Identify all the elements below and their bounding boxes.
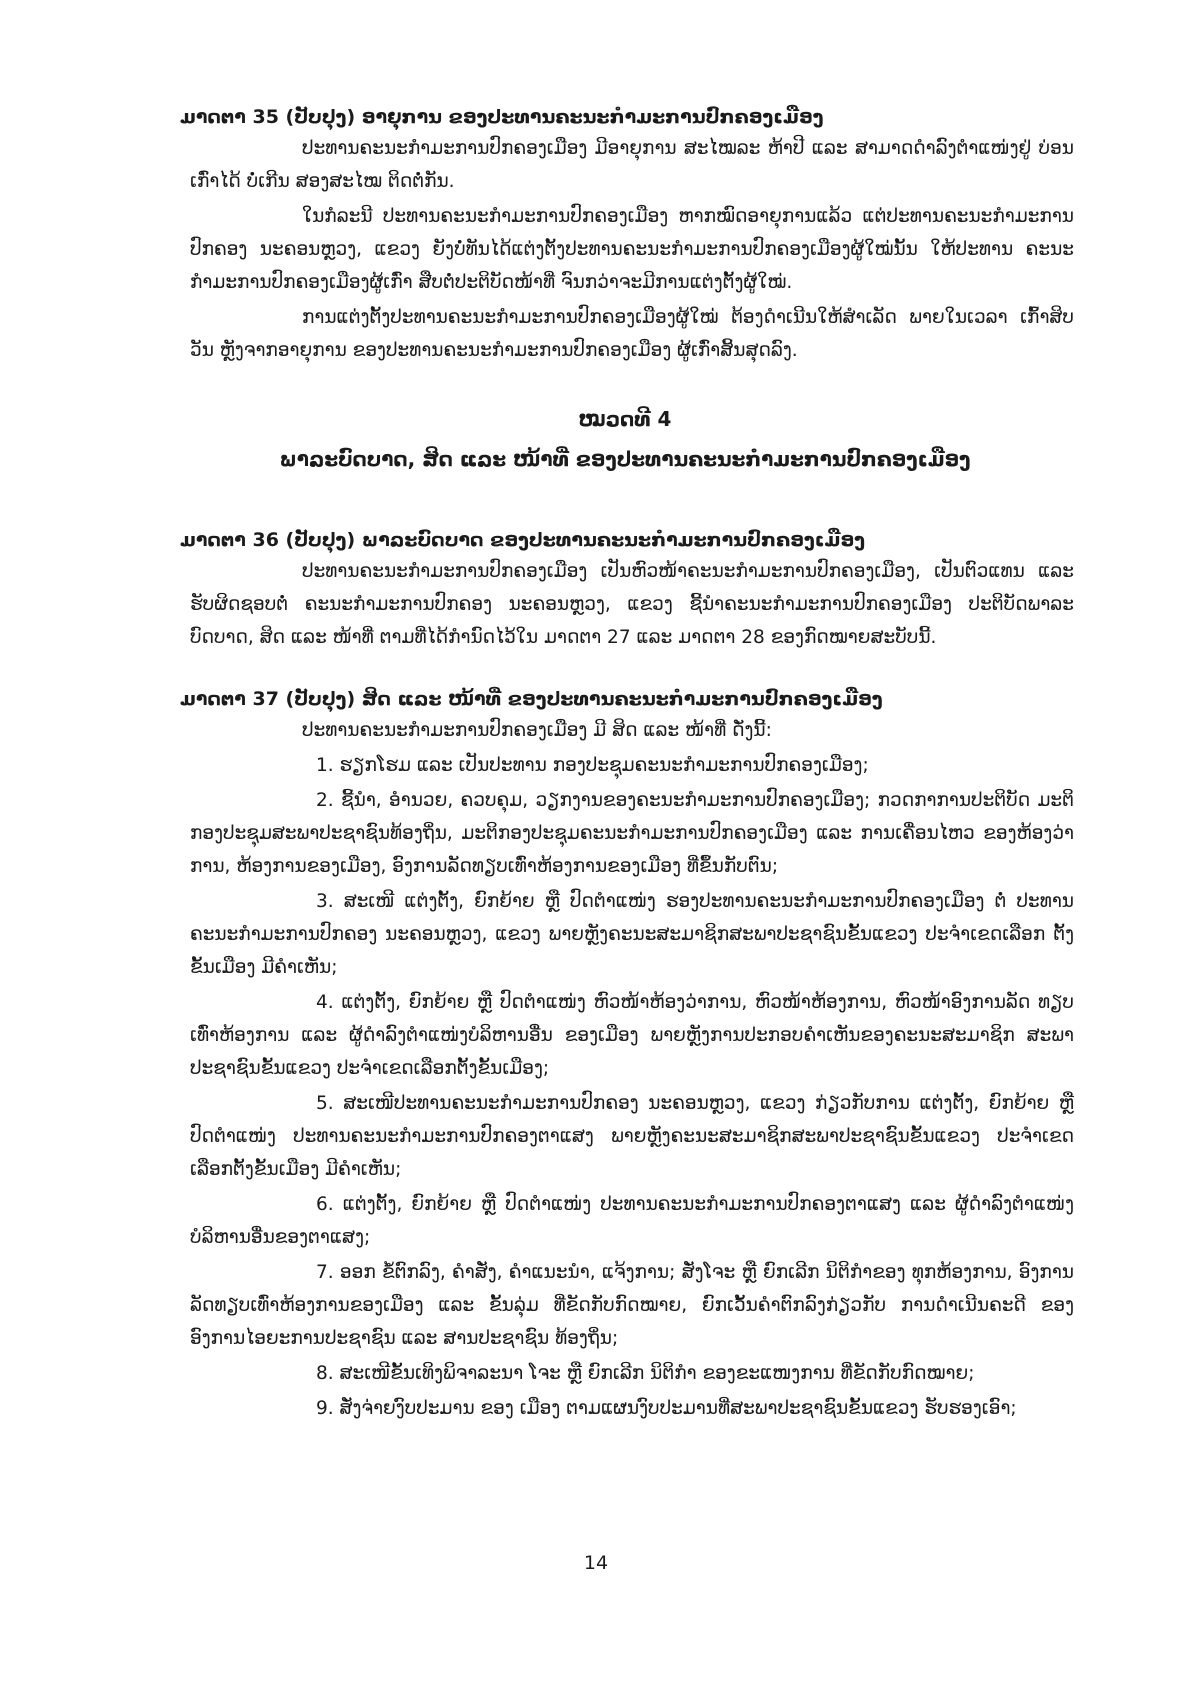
article-title: ມາດຕາ 37 (ປັບປຸງ) ສິດ ແລະ ໜ້າທີ່ ຂອງປະທານຄະນະກຳມະການປົກຄອງເມືອງ bbox=[180, 688, 883, 710]
list-item: 9. ສັ່ງຈ່າຍງົບປະມານ ຂອງ ເມືອງ ຕາມແຜນງົບປະມານທີ່ສະພາປະຊາຊົນຂັ້ນແຂວງ ຮັບຮອງເອົາ; bbox=[316, 1398, 1017, 1419]
paragraph: ການແຕ່ງຕັ້ງປະທານຄະນະກຳມະການປົກຄອງເມືອງຜູ້ໃໝ່ ຕ້ອງດຳເນີນໃຫ້ສຳເລັດ ພາຍໃນເວລາ ເກົ້າສິບວັນ ຫຼັງຈາກອາຍຸການ ຂອງປະທານຄະນະກຳມະການປົກຄອງເມືອງ ຜູ້ເກົ່າສິ້ນສຸດລົງ. bbox=[190, 307, 1074, 361]
paragraph: ປະທານຄະນະກຳມະການປົກຄອງເມືອງ ມີອາຍຸການ ສະໄໝລະ ຫ້າປີ ແລະ ສາມາດດຳລົງຕຳແໜ່ງຢູ່ ບ່ອນເກົ່າໄດ້ ບໍ່ເກີນ ສອງສະໄໝ ຕິດຕໍ່ກັນ. bbox=[190, 138, 1074, 192]
paragraph: ປະທານຄະນະກຳມະການປົກຄອງເມືອງ ມີ ສິດ ແລະ ໜ້າທີ່ ດັ່ງນີ້: bbox=[302, 720, 772, 741]
document-body bbox=[176, 102, 1074, 1455]
list-item: 7. ອອກ ຂໍ້ຕົກລົງ, ຄຳສັ່ງ, ຄຳແນະນຳ, ແຈ້ງການ; ສັ່ງໂຈະ ຫຼື ຍົກເລີກ ນິຕິກຳຂອງ ທຸກຫ້ອງການ, ອົງການລັດທຽບເທົ່າຫ້ອງການຂອງເມືອງ ແລະ ຂັ້ນລຸ່ມ ທີ່ຂັດກັບກົດໝາຍ, ຍົກເວັ້ນຄຳຕົກລົງກ່ຽວກັບ ການດຳເນີນຄະດີ ຂອງອົງການໄອຍະການປະຊາຊົນ ແລະ ສານປະຊາຊົນ ທ້ອງຖິ່ນ; bbox=[190, 1262, 1074, 1349]
article-title: ມາດຕາ 35 (ປັບປຸງ) ອາຍຸການ ຂອງປະທານຄະນະກຳມະການປົກຄອງເມືອງ bbox=[180, 106, 824, 128]
article-36 bbox=[176, 525, 1074, 654]
list-item: 5. ສະເໜີປະທານຄະນະກຳມະການປົກຄອງ ນະຄອນຫຼວງ, ແຂວງ ກ່ຽວກັບການ ແຕ່ງຕັ້ງ, ຍົກຍ້າຍ ຫຼື ປົດຕຳແໜ່ງ ປະທານຄະນະກຳມະການປົກຄອງຕາແສງ ພາຍຫຼັງຄະນະສະມາຊິກສະພາປະຊາຊົນຂັ້ນແຂວງ ປະຈຳເຂດ ເລືອກຕັ້ງຂັ້ນເມືອງ ມີຄຳເຫັນ; bbox=[190, 1093, 1074, 1180]
article-35 bbox=[176, 102, 1074, 367]
paragraph: ໃນກໍລະນີ ປະທານຄະນະກຳມະການປົກຄອງເມືອງ ຫາກໝົດອາຍຸການແລ້ວ ແຕ່ປະທານຄະນະກຳມະການ ປົກຄອງ ນະຄອນຫຼວງ, ແຂວງ ຍັງບໍ່ທັນໄດ້ແຕ່ງຕັ້ງປະທານຄະນະກຳມະການປົກຄອງເມືອງຜູ້ໃໝ່ນັ້ນ ໃຫ້ປະທານ ຄະນະກຳມະການປົກຄອງເມືອງຜູ້ເກົ່າ ສືບຕໍ່ປະຕິບັດໜ້າທີ່ ຈົນກວ່າຈະມີການແຕ່ງຕັ້ງຜູ້ໃໝ່. bbox=[190, 206, 1074, 293]
list-item: 6. ແຕ່ງຕັ້ງ, ຍົກຍ້າຍ ຫຼື ປົດຕຳແໜ່ງ ປະທານຄະນະກຳມະການປົກຄອງຕາແສງ ແລະ ຜູ້ດຳລົງຕຳແໜ່ງ ບໍລິຫານອື່ນຂອງຕາແສງ; bbox=[190, 1194, 1074, 1248]
paragraph: ປະທານຄະນະກຳມະການປົກຄອງເມືອງ ເປັນຫົວໜ້າຄະນະກຳມະການປົກຄອງເມືອງ, ເປັນຕົວແທນ ແລະ ຮັບຜິດຊອບຕໍ່ ຄະນະກຳມະການປົກຄອງ ນະຄອນຫຼວງ, ແຂວງ ຊີ້ນຳຄະນະກຳມະການປົກຄອງເມືອງ ປະຕິບັດພາລະ ບົດບາດ, ສິດ ແລະ ໜ້າທີ່ ຕາມທີ່ໄດ້ກຳນົດໄວ້ໃນ ມາດຕາ 27 ແລະ ມາດຕາ 28 ຂອງກົດໝາຍສະບັບນີ້. bbox=[190, 561, 1074, 648]
list-item: 4. ແຕ່ງຕັ້ງ, ຍົກຍ້າຍ ຫຼື ປົດຕຳແໜ່ງ ຫົວໜ້າຫ້ອງວ່າການ, ຫົວໜ້າຫ້ອງການ, ຫົວໜ້າອົງການລັດ ທຽບເທົ່າຫ້ອງການ ແລະ ຜູ້ດຳລົງຕຳແໜ່ງບໍລິຫານອື່ນ ຂອງເມືອງ ພາຍຫຼັງການປະກອບຄຳເຫັນຂອງຄະນະສະມາຊິກ ສະພາປະຊາຊົນຂັ້ນແຂວງ ປະຈຳເຂດເລືອກຕັ້ງຂັ້ນເມືອງ; bbox=[190, 992, 1074, 1079]
list-item: 3. ສະເໜີ ແຕ່ງຕັ້ງ, ຍົກຍ້າຍ ຫຼື ປົດຕຳແໜ່ງ ຮອງປະທານຄະນະກຳມະການປົກຄອງເມືອງ ຕໍ່ ປະທານ ຄະນະກຳມະການປົກຄອງ ນະຄອນຫຼວງ, ແຂວງ ພາຍຫຼັງຄະນະສະມາຊິກສະພາປະຊາຊົນຂັ້ນແຂວງ ປະຈຳເຂດເລືອກ ຕັ້ງຂັ້ນເມືອງ ມີຄຳເຫັນ; bbox=[190, 891, 1074, 978]
page-number: 14 bbox=[583, 1552, 609, 1574]
list-item: 1. ຮຽກໂຮມ ແລະ ເປັນປະທານ ກອງປະຊຸມຄະນະກຳມະການປົກຄອງເມືອງ; bbox=[316, 755, 869, 776]
article-37 bbox=[176, 684, 1074, 1425]
chapter-title: ພາລະບົດບາດ, ສິດ ແລະ ໜ້າທີ່ ຂອງປະທານຄະນະກຳມະການປົກຄອງເມືອງ bbox=[279, 447, 971, 471]
chapter-number: ໝວດທີ 4 bbox=[578, 407, 672, 431]
list-item: 8. ສະເໜີຂັ້ນເທິງພິຈາລະນາ ໂຈະ ຫຼື ຍົກເລີກ ນິຕິກຳ ຂອງຂະແໜງການ ທີ່ຂັດກັບກົດໝາຍ; bbox=[316, 1363, 975, 1384]
article-title: ມາດຕາ 36 (ປັບປຸງ) ພາລະບົດບາດ ຂອງປະທານຄະນະກຳມະການປົກຄອງເມືອງ bbox=[180, 529, 866, 551]
list-item: 2. ຊີ້ນຳ, ອຳນວຍ, ຄວບຄຸມ, ວຽກງານຂອງຄະນະກຳມະການປົກຄອງເມືອງ; ກວດກາການປະຕິບັດ ມະຕິກອງປະຊຸມສະພາປະຊາຊົນທ້ອງຖິ່ນ, ມະຕິກອງປະຊຸມຄະນະກຳມະການປົກຄອງເມືອງ ແລະ ການເຄື່ອນໄຫວ ຂອງຫ້ອງວ່າການ, ຫ້ອງການຂອງເມືອງ, ອົງການລັດທຽບເທົ່າຫ້ອງການຂອງເມືອງ ທີ່ຂຶ້ນກັບຕົນ; bbox=[190, 790, 1074, 877]
chapter-heading bbox=[176, 399, 1074, 479]
